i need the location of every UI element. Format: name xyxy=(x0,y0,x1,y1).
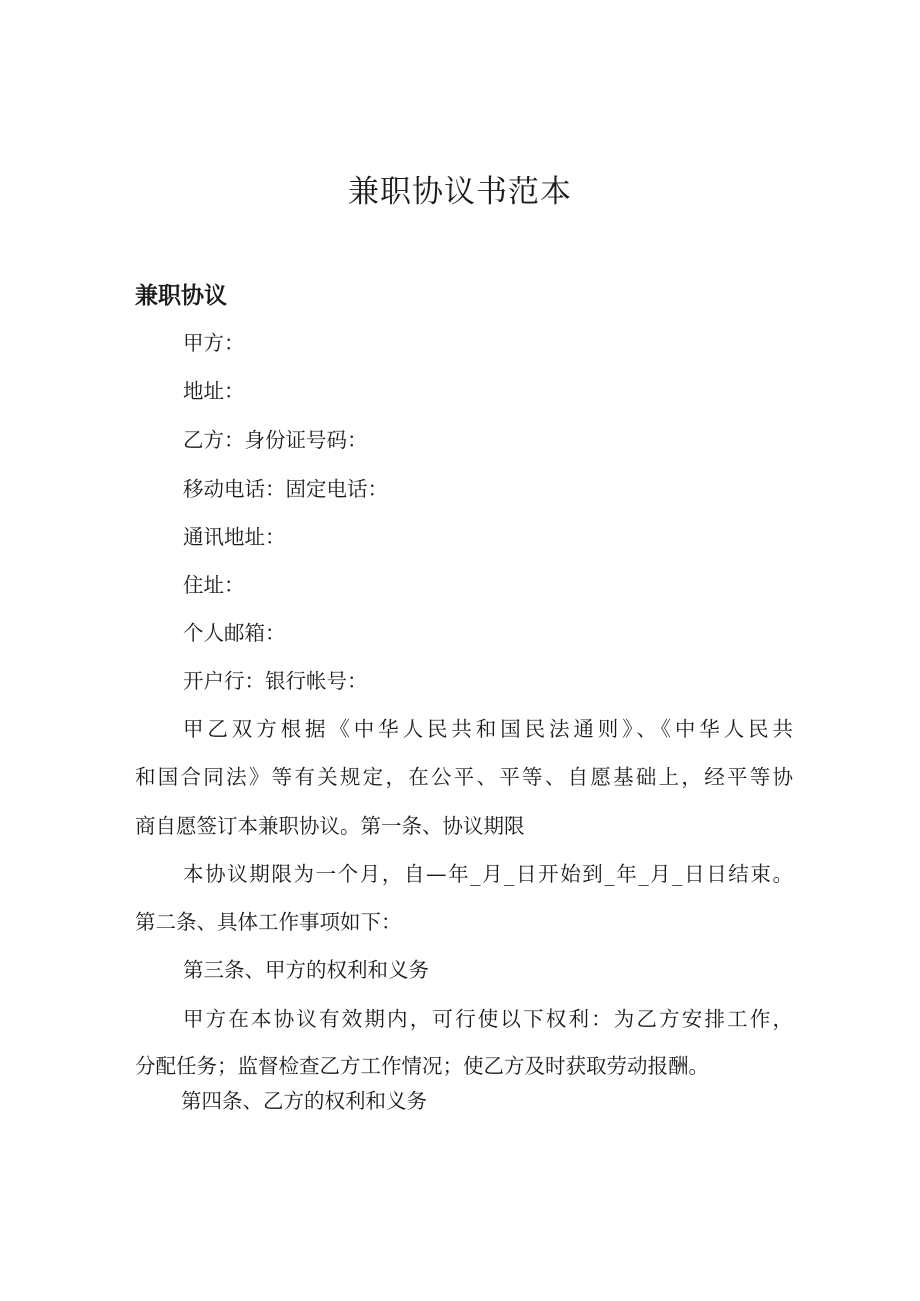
preamble-line-3: 商自愿签订本兼职协议。第一条、协议期限 xyxy=(135,814,525,838)
field-residence: 住址： xyxy=(183,573,245,597)
article-4-heading: 第四条、乙方的权利和义务 xyxy=(181,1089,427,1113)
field-bank: 开户行：银行帐号： xyxy=(183,669,368,693)
preamble-line-1: 甲乙双方根据《中华人民共和国民法通则》、《中华人民共 xyxy=(183,717,793,741)
article-3-heading: 第三条、甲方的权利和义务 xyxy=(183,958,429,982)
field-address: 地址： xyxy=(183,379,245,403)
article-3-line-2: 分配任务；监督检查乙方工作情况；使乙方及时获取劳动报酬。 xyxy=(135,1054,709,1078)
field-email: 个人邮箱： xyxy=(183,621,286,645)
term-line-1: 本协议期限为一个月，自—年_月_日开始到_年_月_日日结束。 xyxy=(183,862,793,886)
article-3-line-1: 甲方在本协议有效期内，可行使以下权利：为乙方安排工作， xyxy=(183,1007,793,1031)
term-line-2: 第二条、具体工作事项如下： xyxy=(135,910,402,934)
preamble-line-2: 和国合同法》等有关规定，在公平、平等、自愿基础上，经平等协 xyxy=(135,765,793,789)
section-heading: 兼职协议 xyxy=(135,283,227,309)
field-party-b: 乙方：身份证号码： xyxy=(183,428,368,452)
field-phones: 移动电话：固定电话： xyxy=(183,477,388,501)
field-mail-address: 通讯地址： xyxy=(183,525,286,549)
document-title: 兼职协议书范本 xyxy=(348,174,572,210)
field-party-a: 甲方： xyxy=(183,331,245,355)
